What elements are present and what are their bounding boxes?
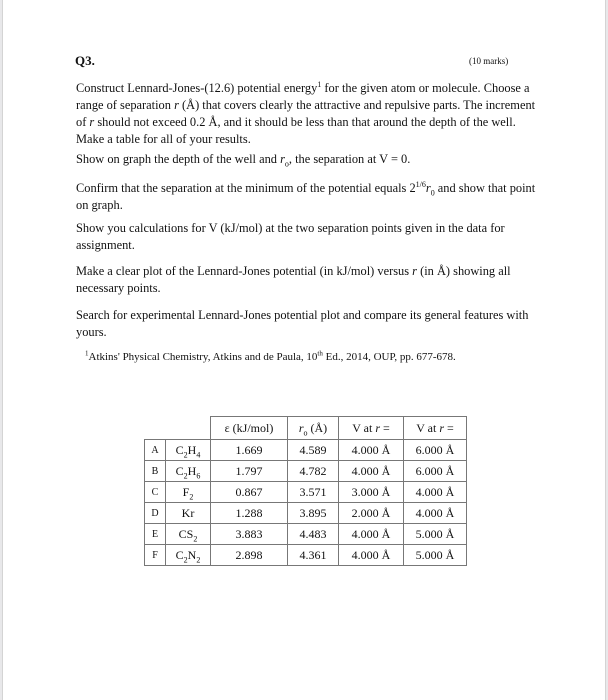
table-row (145, 482, 467, 503)
question-number: Q3. (75, 53, 95, 68)
r0-value: 4.361 (288, 545, 339, 566)
v-at-r1-value: 4.000 Å (339, 545, 404, 566)
r0-value: 4.483 (288, 524, 339, 545)
footnote: $^1$Atkins' Physical Chemistry, Atkins and de Paula, 10th Ed., 2014, OUP, pp. 677-678. (85, 349, 456, 363)
instruction-construct-potential: Construct Lennard-Jones-(12.6) potential energy$^1$ for the given atom or molecule. Choose a range of separation r (Å) that covers clearly the attractive and repulsive parts. The increment of r should not exceed 0.2 Å, and it should be less than that around the depth of the well. Make a table for all of your results. (76, 79, 536, 146)
v-at-r2-value: 6.000 Å (404, 461, 467, 482)
molecule: $C_2N_2$ (166, 545, 211, 566)
epsilon-value: 1.797 (211, 461, 288, 482)
molecule-data-table (144, 416, 467, 566)
epsilon-value: 3.883 (211, 524, 288, 545)
instruction-make-plot: Make a clear plot of the Lennard-Jones potential (in kJ/mol) versus r (in Å) showing all necessary points. (76, 264, 511, 295)
v-at-r1-value: 4.000 Å (339, 440, 404, 461)
row-label: A (145, 440, 166, 461)
header-v-at-r1: V at r = (339, 417, 404, 440)
r0-value: 4.589 (288, 440, 339, 461)
document-page (2, 0, 606, 700)
header-v-at-r2: V at r = (404, 417, 467, 440)
molecule: $C_2H_6$ (166, 461, 211, 482)
molecule: $F_2$ (166, 482, 211, 503)
instruction-search-experimental: Search for experimental Lennard-Jones potential plot and compare its general features with yours. (76, 308, 529, 339)
v-at-r2-value: 5.000 Å (404, 524, 467, 545)
table-row (145, 503, 467, 524)
epsilon-value: 1.288 (211, 503, 288, 524)
table-row (145, 524, 467, 545)
instruction-confirm-minimum: Confirm that the separation at the minimum of the potential equals $2^{1/6}r_0$ and show that point on graph. (76, 179, 536, 212)
header-epsilon: ε (kJ/mol) (211, 417, 288, 440)
row-label: D (145, 503, 166, 524)
table-row (145, 545, 467, 566)
epsilon-value: 2.898 (211, 545, 288, 566)
v-at-r1-value: 3.000 Å (339, 482, 404, 503)
r0-value: 4.782 (288, 461, 339, 482)
table-header-row (145, 417, 467, 440)
epsilon-value: 1.669 (211, 440, 288, 461)
header-r0: $r_o$ (Å) (288, 417, 339, 440)
instruction-show-calculations: Show you calculations for V (kJ/mol) at the two separation points given in the data for assignment. (76, 221, 505, 252)
r0-value: 3.895 (288, 503, 339, 524)
v-at-r1-value: 4.000 Å (339, 461, 404, 482)
table-row (145, 440, 467, 461)
table-row (145, 461, 467, 482)
v-at-r2-value: 6.000 Å (404, 440, 467, 461)
v-at-r1-value: 2.000 Å (339, 503, 404, 524)
question-marks: (10 marks) (469, 56, 509, 66)
epsilon-value: 0.867 (211, 482, 288, 503)
footnote-ref: 1 (317, 79, 322, 89)
table-header-empty (145, 417, 211, 440)
v-at-r2-value: 5.000 Å (404, 545, 467, 566)
v-at-r2-value: 4.000 Å (404, 482, 467, 503)
row-label: B (145, 461, 166, 482)
molecule: $C_2H_4$ (166, 440, 211, 461)
r0-value: 3.571 (288, 482, 339, 503)
row-label: E (145, 524, 166, 545)
molecule: $CS_2$ (166, 524, 211, 545)
row-label: C (145, 482, 166, 503)
molecule: Kr (166, 503, 211, 524)
v-at-r1-value: 4.000 Å (339, 524, 404, 545)
row-label: F (145, 545, 166, 566)
instruction-show-well-depth: Show on graph the depth of the well and $r_o$, the separation at V = 0. (76, 152, 411, 169)
v-at-r2-value: 4.000 Å (404, 503, 467, 524)
